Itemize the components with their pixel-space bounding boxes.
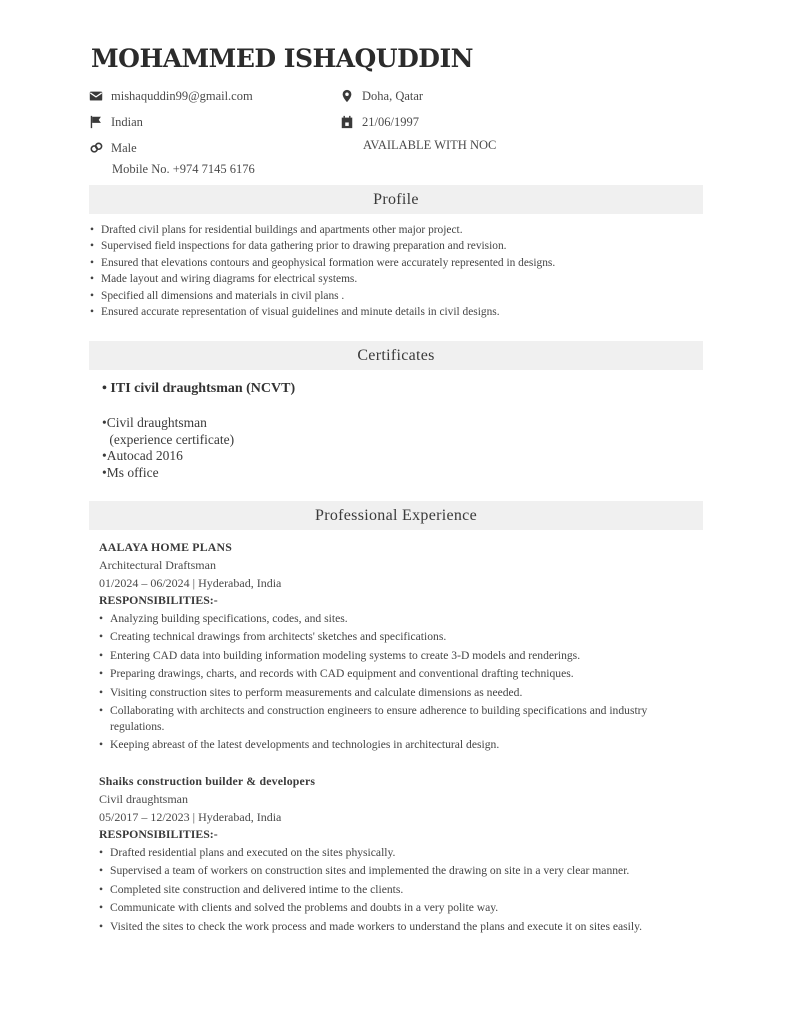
profile-list <box>89 222 709 320</box>
list-item: • Ensured accurate representation of visual guidelines and minute details in civil designs. <box>89 304 709 320</box>
email-row <box>88 88 253 104</box>
location-row <box>339 88 423 104</box>
list-item: • Analyzing building specifications, codes, and sites. <box>99 611 699 627</box>
list-item: • Made layout and wiring diagrams for electrical systems. <box>89 271 709 287</box>
section-header-experience: Professional Experience <box>89 501 703 530</box>
list-item: • Supervised a team of workers on construction sites and implemented the drawing on site in a very clear manner. <box>99 863 699 879</box>
list-item: • Visiting construction sites to perform measurements and calculate dimensions as needed. <box>99 685 699 701</box>
responsibilities-list <box>99 611 699 753</box>
nationality-row <box>88 114 143 130</box>
list-item: • Entering CAD data into building information modeling systems to create 3-D models and renderings. <box>99 648 699 664</box>
job-company: Shaiks construction builder & developers <box>99 774 316 788</box>
list-item: • Preparing drawings, charts, and records with CAD equipment and conventional drafting techniques. <box>99 666 699 682</box>
nationality-text: Indian <box>111 114 143 129</box>
list-item: • Ensured that elevations contours and geophysical formation were accurately represented in designs. <box>89 255 709 271</box>
gender-icon <box>88 140 104 156</box>
certificate-main: • ITI civil draughtsman (NCVT) <box>102 381 296 396</box>
job-role: Civil draughtsman <box>99 792 188 806</box>
flag-icon <box>88 114 104 130</box>
list-item: • Drafted residential plans and executed on the sites physically. <box>99 845 699 861</box>
job-dates: 01/2024 – 06/2024 | Hyderabad, India <box>99 575 282 590</box>
list-item: • Completed site construction and delivered intime to the clients. <box>99 882 699 898</box>
job-entry <box>99 774 699 937</box>
list-item: • Supervised field inspections for data gathering prior to drawing preparation and revision. <box>89 238 709 254</box>
job-dates: 05/2017 – 12/2023 | Hyderabad, India <box>99 809 282 824</box>
list-item: • Creating technical drawings from architects' sketches and specifications. <box>99 629 699 645</box>
mobile-number[interactable]: Mobile No. +974 7145 6176 <box>112 162 255 176</box>
dob-text: 21/06/1997 <box>362 114 419 129</box>
job-entry <box>99 540 699 756</box>
gender-row <box>88 140 137 156</box>
list-item: • Visited the sites to check the work process and made workers to understand the plans and execute it on sites easily. <box>99 919 699 935</box>
location-text: Doha, Qatar <box>362 88 424 103</box>
dob-row <box>339 114 419 130</box>
list-item: • Collaborating with architects and construction engineers to ensure adherence to building specifications and industry regulations. <box>99 703 699 734</box>
certificate-item: •Ms office <box>102 465 159 480</box>
responsibilities-list <box>99 845 699 935</box>
calendar-icon <box>339 114 355 130</box>
map-pin-icon <box>339 88 355 104</box>
certificate-item-note: (experience certificate) <box>106 432 235 447</box>
responsibilities-label: RESPONSIBILITIES:- <box>99 593 218 607</box>
responsibilities-label: RESPONSIBILITIES:- <box>99 827 218 841</box>
email-text[interactable]: mishaquddin99@gmail.com <box>111 88 253 103</box>
list-item: • Communicate with clients and solved the problems and doubts in a very polite way. <box>99 900 699 916</box>
job-company: AALAYA HOME PLANS <box>99 540 232 554</box>
list-item: • Drafted civil plans for residential buildings and apartments other major project. <box>89 222 709 238</box>
list-item: • Keeping abreast of the latest developments and technologies in architectural design. <box>99 737 699 753</box>
certificate-item: •Autocad 2016 <box>102 448 183 463</box>
section-header-profile: Profile <box>89 185 703 214</box>
visa-status: AVAILABLE WITH NOC <box>363 138 497 152</box>
certificate-item: •Civil draughtsman <box>102 415 207 430</box>
gender-text: Male <box>111 140 137 155</box>
list-item: • Specified all dimensions and materials in civil plans . <box>89 288 709 304</box>
job-role: Architectural Draftsman <box>99 558 216 572</box>
section-header-certificates: Certificates <box>89 341 703 370</box>
candidate-name: MOHAMMED ISHAQUDDIN <box>91 44 474 73</box>
envelope-icon <box>88 88 104 104</box>
